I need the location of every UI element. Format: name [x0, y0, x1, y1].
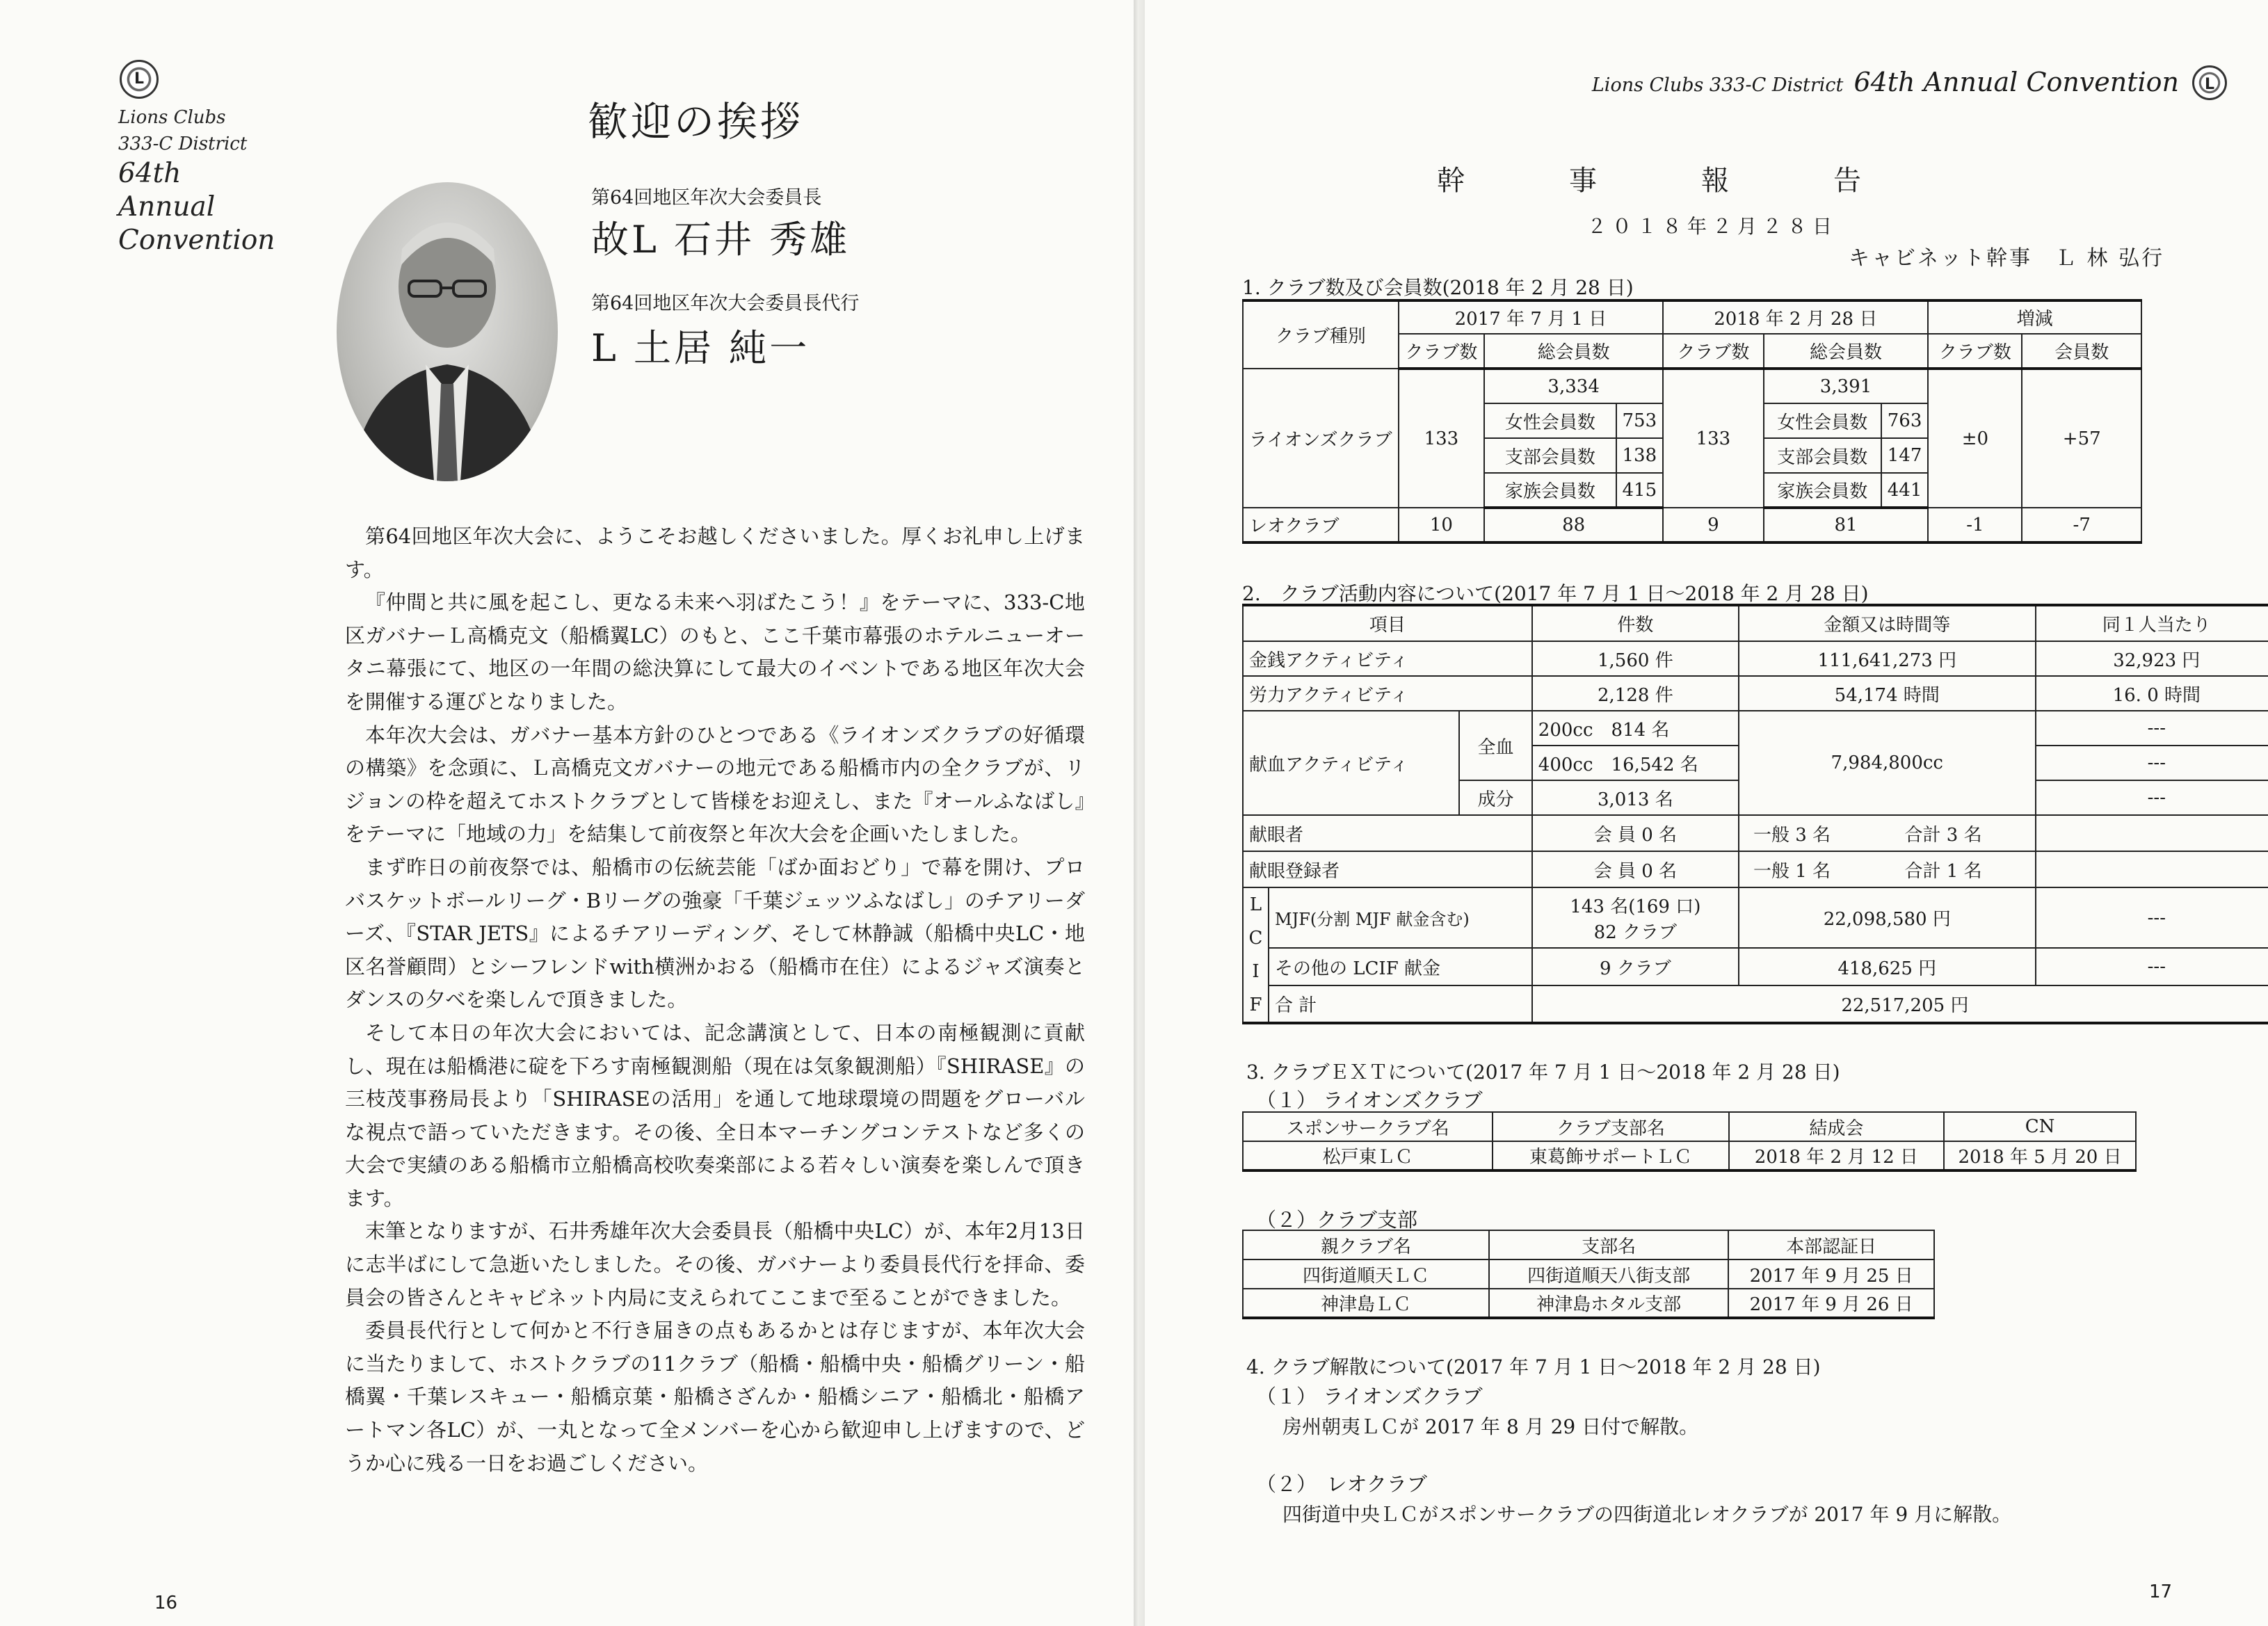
- cell: 家族会員数: [1764, 473, 1881, 508]
- col-members: 会員数: [2022, 334, 2141, 369]
- cell: 133: [1663, 369, 1764, 508]
- chair-name: 故L 石井 秀雄: [591, 218, 851, 261]
- portrait-photo: [337, 182, 558, 481]
- header-brand: [1592, 67, 2179, 97]
- cell: -1: [1928, 508, 2022, 542]
- portrait-figure-icon: [337, 182, 558, 481]
- col-clubs: クラブ数: [1399, 334, 1484, 369]
- lcif-letter: C: [1248, 928, 1263, 949]
- col-clubs: クラブ数: [1928, 334, 2022, 369]
- cell: 親クラブ名: [1243, 1230, 1489, 1259]
- cell: 415: [1616, 473, 1664, 508]
- cell: 四街道順天ＬＣ: [1243, 1259, 1489, 1289]
- book-gutter: [1134, 0, 1145, 1626]
- row-label: 労力アクティビティ: [1243, 676, 1532, 711]
- row-label: MJF(分割 MJF 献金含む): [1269, 887, 1532, 948]
- row-label: 合 計: [1269, 985, 1532, 1023]
- brand-line: Annual: [118, 191, 216, 223]
- eye-general: 一般 3 名: [1753, 824, 1831, 846]
- welcome-text: [345, 520, 1085, 1480]
- section-3-sub2: （２）クラブ支部: [1256, 1208, 1418, 1232]
- cell: ---: [2036, 780, 2268, 815]
- cell: スポンサークラブ名: [1243, 1112, 1493, 1141]
- report-author: キャビネット幹事 Ｌ 林 弘行: [1849, 246, 2165, 271]
- cell: 支部会員数: [1484, 438, 1616, 473]
- col-members: 総会員数: [1764, 334, 1929, 369]
- cell: 会 員 0 名: [1532, 815, 1739, 851]
- eye-reg-total: 合計 1 名: [1904, 860, 1982, 882]
- col-change: 増減: [1928, 300, 2141, 334]
- cell: 女性会員数: [1764, 403, 1881, 438]
- cell: ---: [2036, 746, 2268, 780]
- page-number: 16: [154, 1593, 178, 1613]
- paragraph: 第64回地区年次大会に、ようこそお越しくださいました。厚くお礼申し上げます。: [345, 524, 1085, 581]
- header-per: 同１人当たり: [2036, 605, 2268, 641]
- cell: ---: [2036, 887, 2268, 948]
- cell: [1532, 887, 1739, 948]
- cell: 女性会員数: [1484, 403, 1616, 438]
- title-char: 幹: [1437, 165, 1467, 197]
- lions-logo-icon: [120, 60, 159, 99]
- cell: 四街道順天八街支部: [1489, 1259, 1728, 1289]
- eye-total: 合計 3 名: [1904, 824, 1982, 846]
- paragraph: まず昨日の前夜祭では、船橋市の伝統芸能「ばか面おどり」で幕を開け、プロバスケットボールリーグ・Bリーグの強豪「千葉ジェッツふなばし」のチアリーダーズ、『STAR JETS』によるチアリーディング、そして林静誠（船橋中央LC・地区名誉顧問）とシーフレンドwith横洲かおる（船橋市在住）によるジャズ演奏とダンスの夕べを楽しんで頂きました。: [345, 855, 1085, 1012]
- cell: 9 クラブ: [1532, 948, 1739, 985]
- cell: 81: [1764, 508, 1929, 542]
- section-4-sub1: （１） ライオンズクラブ: [1256, 1385, 1483, 1408]
- cell: -7: [2022, 508, 2141, 542]
- lcif-letters: [1243, 887, 1269, 1023]
- eye-reg-general: 一般 1 名: [1753, 860, 1831, 882]
- col-club-type: クラブ種別: [1243, 300, 1399, 369]
- brand-block: [118, 104, 299, 257]
- row-label: 献血アクティビティ: [1243, 711, 1459, 815]
- cell: 441: [1881, 473, 1929, 508]
- cell: 神津島ＬＣ: [1243, 1289, 1489, 1318]
- cell: [1739, 851, 2036, 887]
- cell: 結成会: [1729, 1112, 1945, 1141]
- cell: 家族会員数: [1484, 473, 1616, 508]
- cell: ---: [2036, 711, 2268, 746]
- header-amount: 金額又は時間等: [1739, 605, 2036, 641]
- col-clubs: クラブ数: [1663, 334, 1764, 369]
- cell: 138: [1616, 438, 1664, 473]
- cell: 全血: [1459, 711, 1531, 780]
- cell: 147: [1881, 438, 1929, 473]
- section-4-note2: 四街道中央ＬＣがスポンサークラブの四街道北レオクラブが 2017 年 9 月に解散。: [1282, 1503, 2012, 1526]
- cell: 1,560 件: [1532, 641, 1739, 676]
- cell: 会 員 0 名: [1532, 851, 1739, 887]
- brand-line: 64th: [118, 158, 182, 189]
- cell: ±0: [1928, 369, 2022, 508]
- col-members: 総会員数: [1484, 334, 1663, 369]
- cell: 9: [1663, 508, 1764, 542]
- lions-label: ライオンズクラブ: [1243, 369, 1399, 508]
- page-title: 歓迎の挨拶: [588, 98, 804, 145]
- cell: 支部会員数: [1764, 438, 1881, 473]
- section-4-sub2: （２） レオクラブ: [1256, 1472, 1427, 1496]
- title-char: 事: [1569, 165, 1600, 197]
- cell: 神津島ホタル支部: [1489, 1289, 1728, 1318]
- deputy-role: 第64回地区年次大会委員長代行: [591, 293, 860, 314]
- title-char: 告: [1833, 165, 1864, 197]
- cell: 松戸東ＬＣ: [1243, 1141, 1493, 1170]
- ext-branch-table: [1242, 1230, 1935, 1319]
- brand-line: Lions Clubs: [118, 107, 226, 128]
- brand-line: Convention: [118, 225, 275, 256]
- cell: 88: [1484, 508, 1663, 542]
- lcif-letter: I: [1252, 961, 1260, 982]
- section-4-heading: 4. クラブ解散について(2017 年 7 月 1 日～2018 年 2 月 28 日): [1246, 1355, 1821, 1378]
- row-label: 献眼者: [1243, 815, 1532, 851]
- title-char: 報: [1701, 165, 1732, 197]
- cell: +57: [2022, 369, 2141, 508]
- col-2018: 2018 年 2 月 28 日: [1663, 300, 1928, 334]
- col-2017: 2017 年 7 月 1 日: [1399, 300, 1663, 334]
- cell: [2036, 815, 2268, 851]
- cell: 32,923 円: [2036, 641, 2268, 676]
- section-1-heading: 1. クラブ数及び会員数(2018 年 2 月 28 日): [1242, 276, 1634, 299]
- cell: 200cc 814 名: [1532, 711, 1739, 746]
- section-2-heading: 2. クラブ活動内容について(2017 年 7 月 1 日～2018 年 2 月 28 日): [1242, 582, 1869, 605]
- members-table: [1242, 299, 2142, 544]
- lions-logo-icon: [2192, 65, 2227, 100]
- paragraph: 本年次大会は、ガバナー基本方針のひとつである《ライオンズクラブの好循環の構築》を念頭に、Ｌ高橋克文ガバナーの地元である船橋市内の全クラブが、リジョンの枠を超えてホストクラブとして皆様をお迎えし、また『オールふなばし』をテーマに「地域の力」を結集して前夜祭と年次大会を企画いたしました。: [345, 723, 1085, 846]
- paragraph: 委員長代行として何かと不行き届きの点もあるかとは存じますが、本年次大会に当たりまして、ホストクラブの11クラブ（船橋・船橋中央・船橋グリーン・船橋翼・千葉レスキュー・船橋京葉・船橋さざんか・船橋シニア・船橋北・船橋アートマン各LC）が、一丸となって全メンバーを心から歓迎申し上げますので、どうか心に残る一日をお過ごしください。: [345, 1319, 1085, 1475]
- cell: [2036, 851, 2268, 887]
- paragraph: 『仲間と共に風を起こし、更なる未来へ羽ばたこう！』をテーマに、333-C地区ガバナーＬ高橋克文（船橋翼LC）のもと、ここ千葉市幕張のホテルニューオータニ幕張にて、地区の一年間の総決算にして最大のイベントである地区年次大会を開催する運びとなりました。: [345, 590, 1085, 714]
- ext-lions-table: [1242, 1111, 2137, 1172]
- cell: 111,641,273 円: [1739, 641, 2036, 676]
- cell: 2018 年 5 月 20 日: [1944, 1141, 2136, 1170]
- header-count: 件数: [1532, 605, 1739, 641]
- mjf-count2: 82 クラブ: [1593, 921, 1678, 943]
- cell: 3,013 名: [1532, 780, 1739, 815]
- cell: 10: [1399, 508, 1484, 542]
- right-page: [1145, 0, 2268, 1626]
- section-3-sub1: （１） ライオンズクラブ: [1256, 1088, 1483, 1112]
- cell: 2,128 件: [1532, 676, 1739, 711]
- deputy-name: L 土居 純一: [591, 326, 810, 370]
- row-label: その他の LCIF 献金: [1269, 948, 1532, 985]
- cell: 400cc 16,542 名: [1532, 746, 1739, 780]
- cell: 16. 0 時間: [2036, 676, 2268, 711]
- cell: 7,984,800cc: [1739, 711, 2036, 815]
- chair-role: 第64回地区年次大会委員長: [591, 187, 822, 209]
- report-title: [1437, 159, 1965, 198]
- cell: 753: [1616, 403, 1664, 438]
- cell: クラブ支部名: [1493, 1112, 1728, 1141]
- row-label: 献眼登録者: [1243, 851, 1532, 887]
- cell: 763: [1881, 403, 1929, 438]
- cell: 418,625 円: [1739, 948, 2036, 985]
- paragraph: そして本日の年次大会においては、記念講演として、日本の南極観測に貢献し、現在は船橋港に碇を下ろす南極観測船（現在は気象観測船）『SHIRASE』の三枝茂事務局長より「SHIRASEの活用」を通して地球環境の問題をグローバルな視点で語っていただきます。その後、全日本マーチングコンテストなど多くの大会で実績のある船橋市立船橋高校吹奏楽部による若々しい演奏を楽しんで頂きます。: [345, 1020, 1085, 1210]
- lcif-letter: L: [1249, 894, 1262, 915]
- section-4-note1: 房州朝夷ＬＣが 2017 年 8 月 29 日付で解散。: [1282, 1415, 1699, 1438]
- cell: 支部名: [1489, 1230, 1728, 1259]
- report-date: ２０１８年２月２８日: [1587, 215, 1838, 238]
- cell: 2017 年 9 月 25 日: [1728, 1259, 1934, 1289]
- row-label: 金銭アクティビティ: [1243, 641, 1532, 676]
- cell: 3,391: [1764, 369, 1929, 403]
- cell: 22,517,205 円: [1532, 985, 2268, 1023]
- cell: 2017 年 9 月 26 日: [1728, 1289, 1934, 1318]
- header-big: 64th Annual Convention: [1853, 67, 2179, 97]
- cell: 成分: [1459, 780, 1531, 815]
- lcif-letter: F: [1249, 995, 1262, 1015]
- header-item: 項目: [1243, 605, 1532, 641]
- header-small: Lions Clubs 333-C District: [1591, 74, 1844, 96]
- cell: 本部認証日: [1728, 1230, 1934, 1259]
- brand-line: 333-C District: [118, 134, 248, 154]
- cell: 133: [1399, 369, 1484, 508]
- cell: [1739, 815, 2036, 851]
- cell: ---: [2036, 948, 2268, 985]
- paragraph: 末筆となりますが、石井秀雄年次大会委員長（船橋中央LC）が、本年2月13日に志半ばにして急逝いたしました。その後、ガバナーより委員長代行を拝命、委員会の皆さんとキャビネット内局に支えられてここまで至ることができました。: [345, 1219, 1085, 1310]
- activity-table: [1242, 604, 2268, 1024]
- cell: 東葛飾サポートＬＣ: [1493, 1141, 1728, 1170]
- cell: 2018 年 2 月 12 日: [1729, 1141, 1945, 1170]
- cell: 22,098,580 円: [1739, 887, 2036, 948]
- page-number: 17: [2149, 1581, 2173, 1602]
- cell: 3,334: [1484, 369, 1663, 403]
- mjf-count1: 143 名(169 口): [1570, 896, 1701, 917]
- cell: 54,174 時間: [1739, 676, 2036, 711]
- section-3-heading: 3. クラブＥＸＴについて(2017 年 7 月 1 日～2018 年 2 月 28 日): [1246, 1061, 1840, 1084]
- leo-label: レオクラブ: [1243, 508, 1399, 542]
- cell: CN: [1944, 1112, 2136, 1141]
